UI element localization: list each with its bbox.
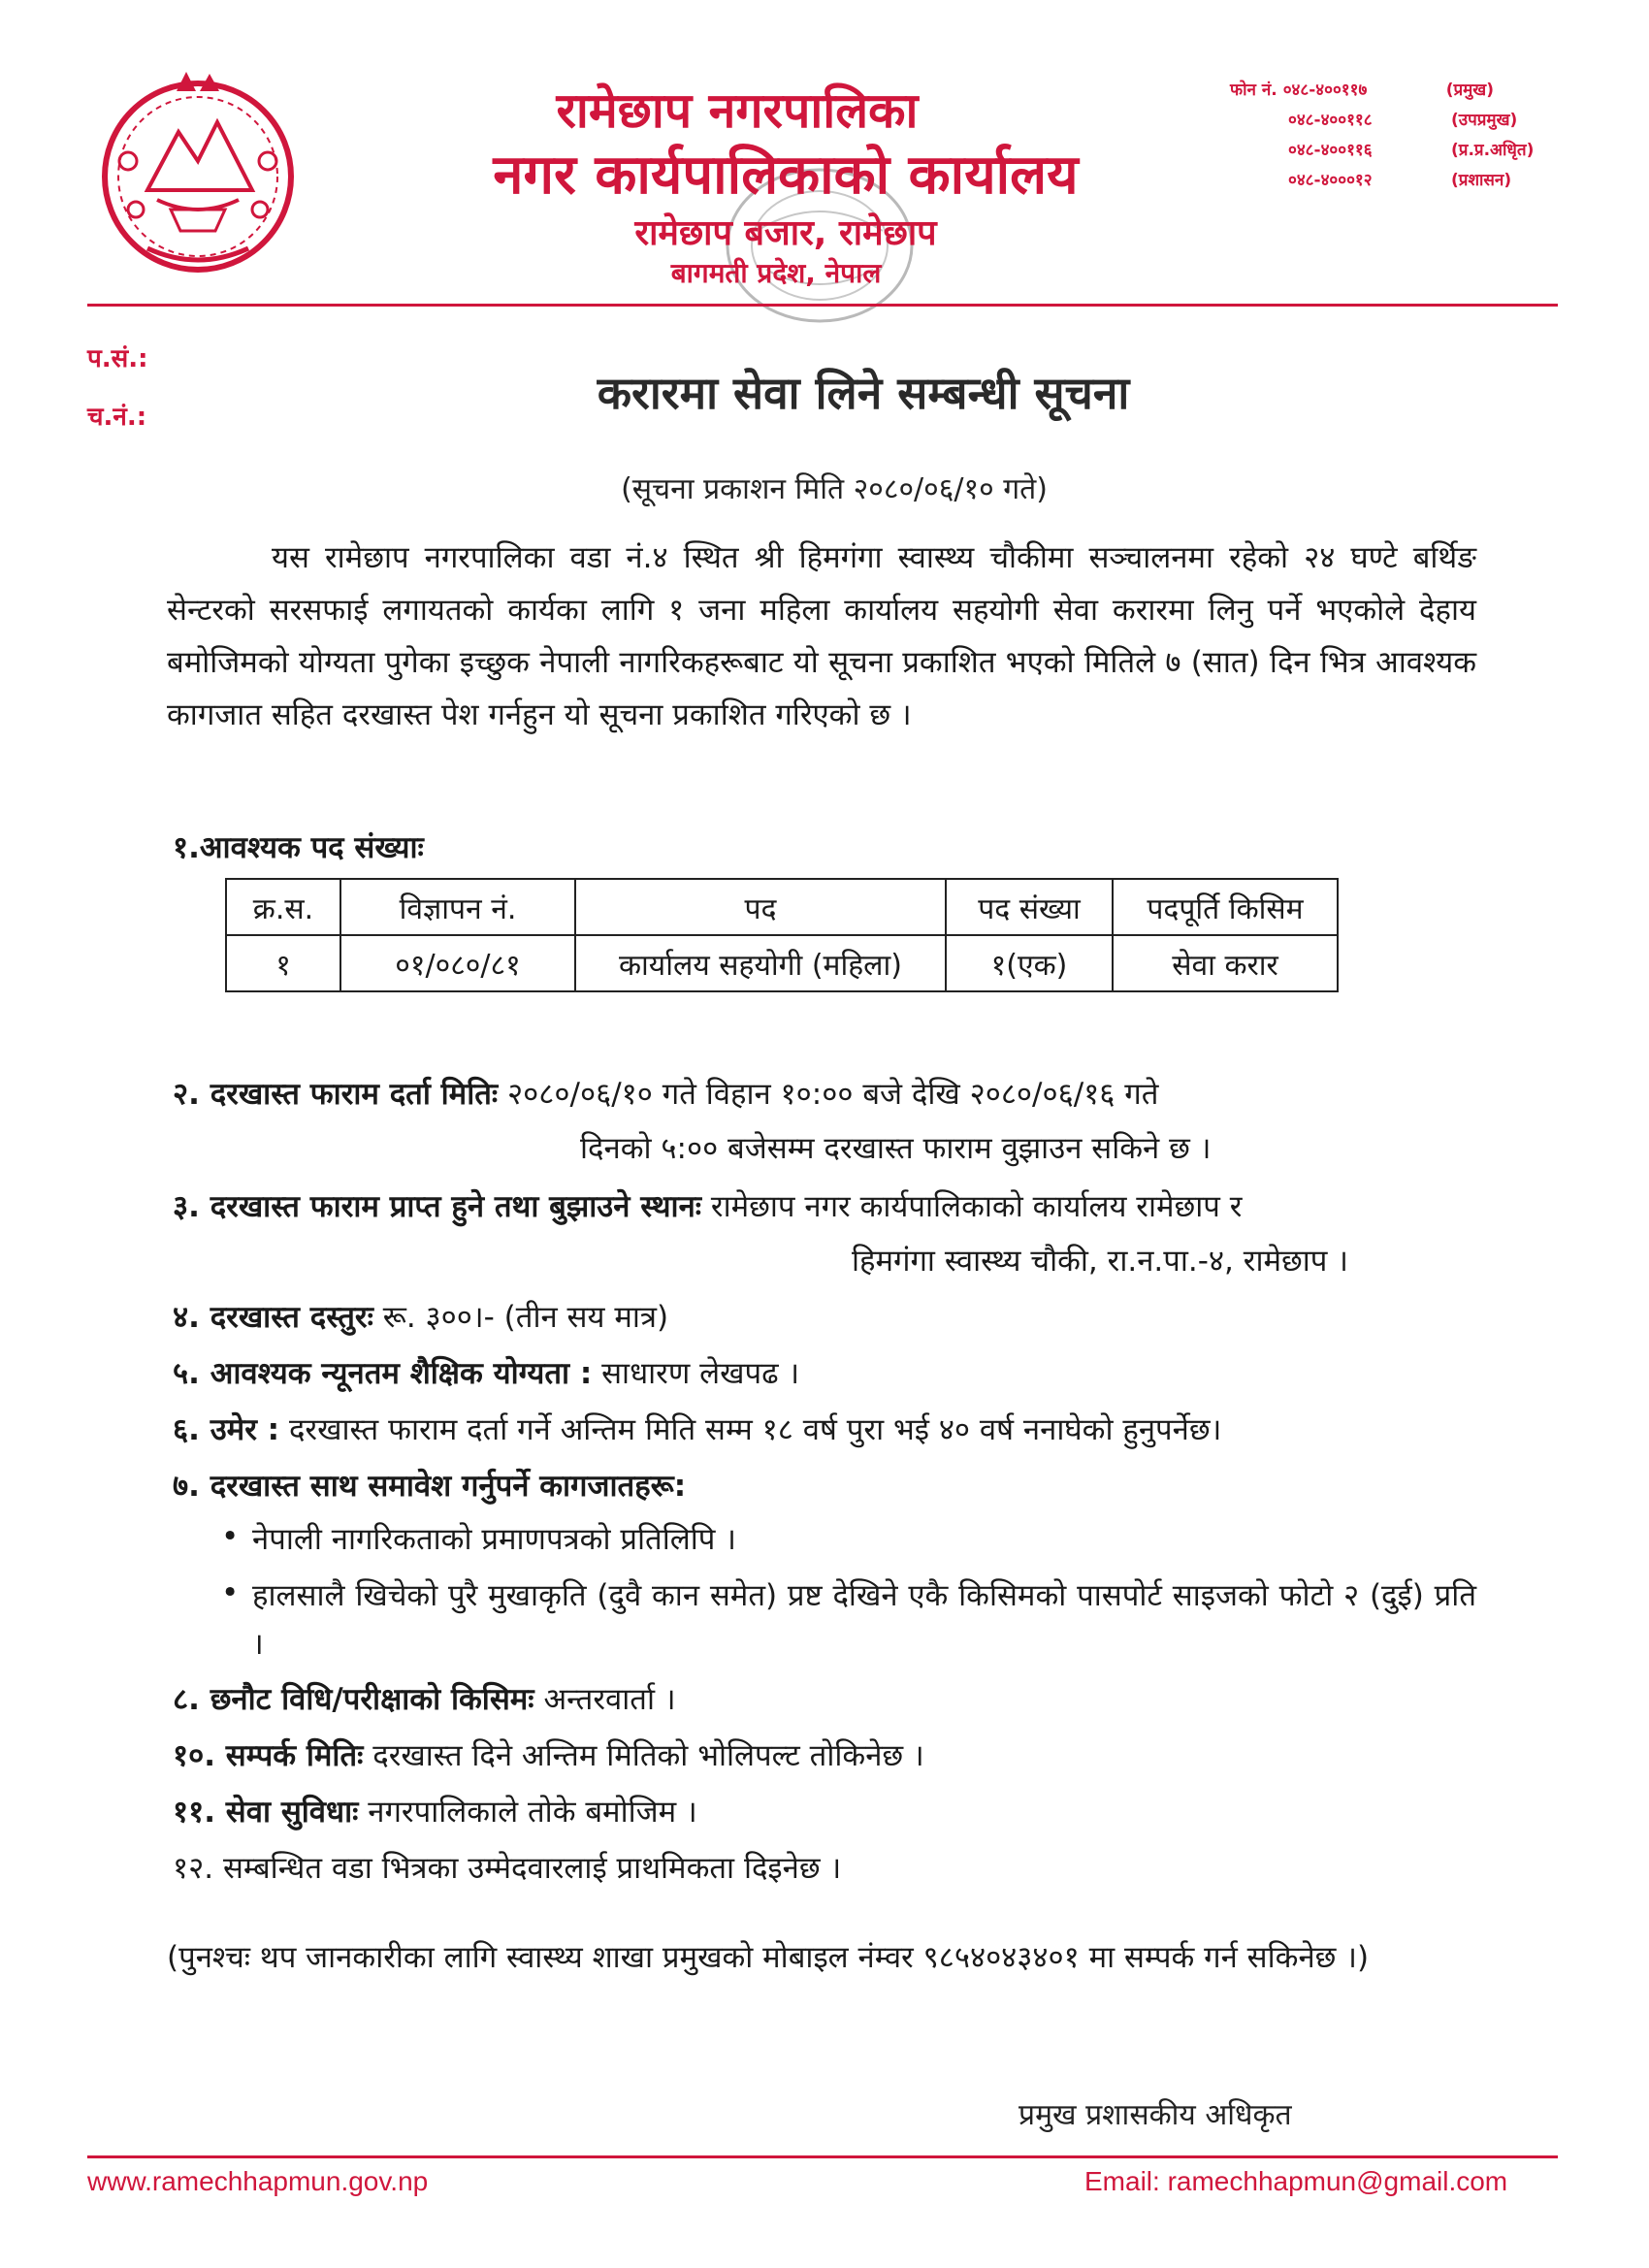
notice-title: करारमा सेवा लिने सम्बन्धी सूचना — [597, 367, 1130, 419]
list-item: हालसालै खिचेको पुरै मुखाकृति (दुवै कान समेत) प्रष्ट देखिने एकै किसिमको पासपोर्ट साइजको फोटो २ (दुई) प्रति । — [252, 1578, 1476, 1662]
table-header-cell: विज्ञापन नं. — [340, 879, 575, 935]
phone-row — [1230, 76, 1637, 106]
phone-role: (प्रमुख) — [1445, 81, 1494, 100]
phone-number: ०४८-४००११७ — [1282, 81, 1368, 100]
section-11-label: ११. सेवा सुविधाः — [173, 1795, 359, 1830]
section-10 — [173, 1734, 924, 1775]
section-10-label: १०. सम्पर्क मितिः — [173, 1738, 364, 1773]
section-3-line-2: हिमगंगा स्वास्थ्य चौकी, रा.न.पा.-४, रामेछाप । — [852, 1244, 1348, 1279]
table-cell: कार्यालय सहयोगी (महिला) — [575, 935, 946, 991]
section-3 — [173, 1185, 1242, 1226]
section-5 — [173, 1352, 799, 1393]
phone-role: (प्रशासन) — [1451, 171, 1512, 190]
phone-role: (उपप्रमुख) — [1451, 111, 1518, 130]
table-header-row — [226, 879, 1338, 935]
phone-number: ०४८-४००११८ — [1288, 111, 1373, 130]
section-2-label: २. दरखास्त फाराम दर्ता मितिः — [173, 1077, 499, 1112]
signatory-title: प्रमुख प्रशासकीय अधिकृत — [1018, 2098, 1292, 2132]
phone-label: फोन नं. — [1230, 81, 1277, 100]
section-8-label: ८. छनौट विधि/परीक्षाको किसिमः — [173, 1682, 534, 1717]
section-2-line-1: २०८०/०६/१० गते विहान १०:०० बजे देखि २०८०/०६/१६ गते — [507, 1077, 1159, 1112]
posts-table — [225, 878, 1339, 992]
section-8-value: अन्तरवार्ता । — [543, 1682, 676, 1717]
table-cell: १(एक) — [946, 935, 1113, 991]
phone-list — [1230, 76, 1637, 196]
phone-row — [1230, 106, 1637, 136]
cn-label: च.नं.: — [87, 403, 147, 432]
table-header-cell: पद संख्या — [946, 879, 1113, 935]
phone-row — [1230, 166, 1637, 196]
section-4-label: ४. दरखास्त दस्तुरः — [173, 1300, 373, 1335]
section-8 — [173, 1678, 676, 1719]
section-1-heading: १.आवश्यक पद संख्याः — [173, 830, 424, 865]
table-cell: सेवा करार — [1113, 935, 1338, 991]
phone-number: ०४८-४००११६ — [1288, 141, 1373, 160]
section-12: १२. सम्बन्धित वडा भित्रका उम्मेदवारलाई प्राथमिकता दिइनेछ । — [173, 1851, 842, 1886]
table-header-cell: पद — [575, 879, 946, 935]
table-header-cell: क्र.स. — [226, 879, 340, 935]
section-6-label: ६. उमेर : — [173, 1412, 280, 1447]
section-4-value: रू. ३००।- (तीन सय मात्र) — [382, 1300, 669, 1335]
section-7-label: ७. दरखास्त साथ समावेश गर्नुपर्ने कागजातहरू: — [173, 1469, 687, 1504]
section-4 — [173, 1296, 668, 1337]
section-2-line-2: दिनको ५:०० बजेसम्म दरखास्त फाराम वुझाउन सकिने छ । — [580, 1131, 1212, 1166]
footer-email[interactable]: Email: ramechhapmun@gmail.com — [1084, 2166, 1508, 2196]
ps-label: प.सं.: — [87, 344, 148, 373]
table-cell: ०१/०८०/८१ — [340, 935, 575, 991]
section-2 — [173, 1073, 1158, 1114]
section-10-value: दरखास्त दिने अन्तिम मितिको भोलिपल्ट तोकिनेछ । — [372, 1738, 924, 1773]
phone-row — [1230, 136, 1637, 166]
footer-divider — [87, 2155, 1558, 2158]
address-line-1: रामेछाप बजार, रामेछाप — [634, 213, 937, 253]
table-header-cell: पदपूर्ति किसिम — [1113, 879, 1338, 935]
office-name: नगर कार्यपालिकाको कार्यालय — [493, 144, 1079, 207]
section-11-value: नगरपालिकाले तोके बमोजिम । — [368, 1795, 697, 1830]
address-line-2: बागमती प्रदेश, नेपाल — [670, 257, 882, 289]
section-6 — [173, 1409, 1221, 1449]
nepal-emblem-icon — [89, 64, 307, 281]
table-cell: १ — [226, 935, 340, 991]
section-5-label: ५. आवश्यक न्यूनतम शैक्षिक योग्यता : — [173, 1356, 593, 1391]
publication-date: (सूचना प्रकाशन मिति २०८०/०६/१० गते) — [621, 472, 1048, 506]
footer-website[interactable]: www.ramechhapmun.gov.np — [87, 2166, 429, 2196]
bullet-icon: • — [221, 1575, 240, 1610]
table-row — [226, 935, 1338, 991]
notice-intro: यस रामेछाप नगरपालिका वडा नं.४ स्थित श्री हिमगंगा स्वास्थ्य चौकीमा सञ्चालनमा रहेको २४ घण्टे बर्थिङ सेन्टरको सरसफाई लगायतको कार्यका लागि १ जना महिला कार्यालय सहयोगी सेवा करारमा लिनु पर्ने भएकोले देहाय बमोजिमको योग्यता पुगेका इच्छुक नेपाली नागरिकहरूबाट यो सूचना प्रकाशित भएको मितिले ७ (सात) दिन भित्र आवश्यक कागजात सहित दरखास्त पेश गर्नहुन यो सूचना प्रकाशित गरिएको छ । — [167, 540, 1476, 732]
postscript: (पुनश्चः थप जानकारीका लागि स्वास्थ्य शाखा प्रमुखको मोबाइल नंम्वर ९८५४०४३४०१ मा सम्पर्क गर्न सकिनेछ ।) — [167, 1940, 1370, 1975]
bullet-icon: • — [221, 1519, 240, 1554]
section-11 — [173, 1791, 697, 1831]
municipality-name: रामेछाप नगरपालिका — [556, 82, 919, 139]
section-3-line-1: रामेछाप नगर कार्यपालिकाको कार्यालय रामेछाप र — [710, 1189, 1243, 1224]
phone-role: (प्र.प्र.अधिृत) — [1451, 141, 1535, 160]
section-6-value: दरखास्त फाराम दर्ता गर्ने अन्तिम मिति सम्म १८ वर्ष पुरा भई ४० वर्ष ननाघेको हुनुपर्नेछ। — [288, 1412, 1222, 1447]
list-item: नेपाली नागरिकताको प्रमाणपत्रको प्रतिलिपि । — [252, 1522, 736, 1557]
section-5-value: साधारण लेखपढ । — [601, 1356, 800, 1391]
phone-number: ०४८-४०००१२ — [1288, 171, 1373, 190]
section-3-label: ३. दरखास्त फाराम प्राप्त हुने तथा बुझाउने स्थानः — [173, 1189, 702, 1224]
header-divider — [87, 304, 1558, 307]
